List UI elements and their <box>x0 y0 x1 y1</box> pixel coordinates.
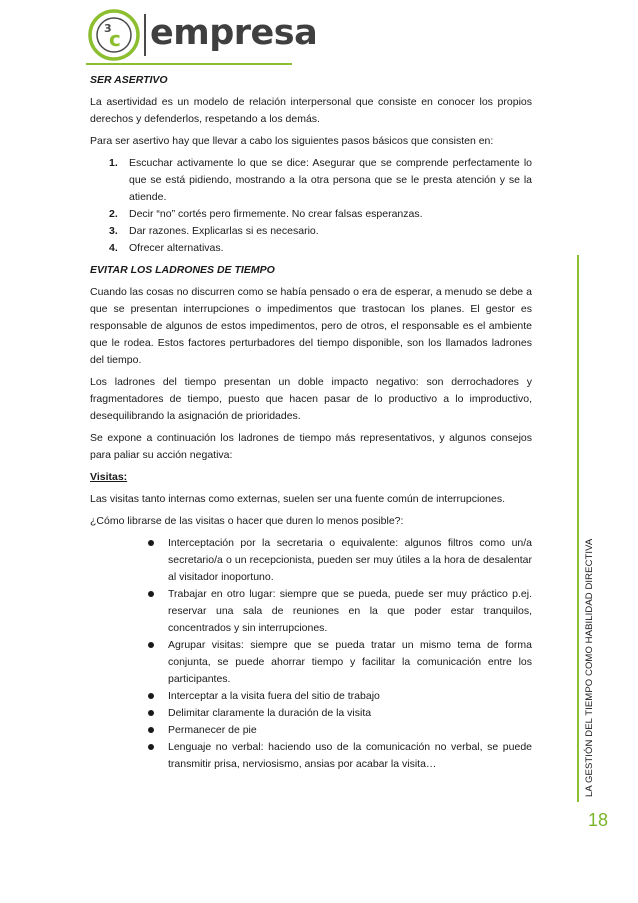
svg-text:3: 3 <box>104 22 112 35</box>
bullet-icon <box>148 540 154 546</box>
bullet-icon <box>148 710 154 716</box>
list-item-text: Decir “no” cortés pero firmemente. No crear falsas esperanzas. <box>129 208 423 220</box>
company-logo <box>86 8 318 62</box>
section-title-ser-asertivo: SER ASERTIVO <box>90 74 168 86</box>
list-item-text: Agrupar visitas: siempre que se pueda tratar un mismo tema de forma conjunta, se puede ahorrar tiempo y facilitar la comunicación entre los participantes. <box>168 639 532 685</box>
steps-list <box>90 155 532 257</box>
bullet-icon <box>148 693 154 699</box>
list-item-text: Lenguaje no verbal: haciendo uso de la comunicación no verbal, se puede transmitir prisa, nerviosismo, ansias por acabar la visita… <box>168 741 532 770</box>
list-item-text: Delimitar claramente la duración de la visita <box>168 707 372 719</box>
list-item-text: Interceptar a la visita fuera del sitio de trabajo <box>168 690 380 702</box>
list-item <box>150 586 532 637</box>
bullet-icon <box>148 642 154 648</box>
list-item-text: Permanecer de pie <box>168 724 257 736</box>
tips-list <box>90 535 532 773</box>
vertical-section-title: LA GESTIÓN DEL TIEMPO COMO HABILIDAD DIRECTIVA <box>584 538 595 797</box>
bullet-icon <box>148 727 154 733</box>
paragraph: Para ser asertivo hay que llevar a cabo los siguientes pasos básicos que consisten en: <box>90 135 494 147</box>
list-item <box>150 739 532 773</box>
list-item <box>109 155 532 206</box>
list-number: 2. <box>109 208 118 220</box>
list-item <box>150 722 532 739</box>
list-number: 3. <box>109 225 118 237</box>
list-item <box>150 688 532 705</box>
paragraph: ¿Cómo librarse de las visitas o hacer que duren lo menos posible?: <box>90 515 404 527</box>
list-item <box>109 240 532 257</box>
list-number: 4. <box>109 242 118 254</box>
paragraph: Las visitas tanto internas como externas, suelen ser una fuente común de interrupciones. <box>90 493 505 505</box>
list-item-text: Ofrecer alternativas. <box>129 242 224 254</box>
paragraph: La asertividad es un modelo de relación interpersonal que consiste en conocer los propios derechos y defenderlos, respetando a los demás. <box>90 96 532 125</box>
paragraph: Cuando las cosas no discurren como se había pensado o era de esperar, a menudo se debe a que se presentan interrupciones o impedimentos que trastocan los planes. El gestor es responsable de algunos de estos impedimentos, pero de otros, el responsable es el ambiente que le rodea. Estos factores perturbadores del tiempo disponible, son los llamados ladrones del tiempo. <box>90 286 532 366</box>
paragraph: Los ladrones del tiempo presentan un doble impacto negativo: son derrochadores y fragmentadores de tiempo, puesto que hacen pasar de lo productivo a lo improductivo, desequilibrando la asignación de prioridades. <box>90 376 532 422</box>
logo-wordmark: empresa <box>150 13 318 53</box>
list-item <box>150 535 532 586</box>
list-item <box>150 637 532 688</box>
list-item <box>109 206 532 223</box>
list-item-text: Interceptación por la secretaria o equivalente: algunos filtros como un/a secretario/a o un recepcionista, pueden ser muy útiles a la hora de desalentar al visitador inoportuno. <box>168 537 532 583</box>
logo-badge-icon <box>86 8 144 62</box>
subsection-title-visitas: Visitas: <box>90 471 128 483</box>
page-number: 18 <box>587 810 609 830</box>
list-item-text: Trabajar en otro lugar: siempre que se pueda, puede ser muy práctico p.ej. reservar una sala de reuniones en la que poder estar tranquilos, concentrados y sin interrupciones. <box>168 588 532 634</box>
bullet-icon <box>148 744 154 750</box>
section-title-ladrones: EVITAR LOS LADRONES DE TIEMPO <box>90 264 275 276</box>
list-number: 1. <box>109 157 118 169</box>
header-accent-line <box>86 63 292 65</box>
bullet-icon <box>148 591 154 597</box>
sidebar-accent-line <box>577 255 579 802</box>
svg-text:c: c <box>109 27 121 51</box>
list-item <box>150 705 532 722</box>
paragraph: Se expone a continuación los ladrones de tiempo más representativos, y algunos consejos para paliar su acción negativa: <box>90 432 532 461</box>
document-body <box>90 72 532 773</box>
list-item <box>109 223 532 240</box>
logo-divider <box>144 14 146 56</box>
list-item-text: Dar razones. Explicarlas si es necesario. <box>129 225 319 237</box>
list-item-text: Escuchar activamente lo que se dice: Asegurar que se comprende perfectamente lo que se está pidiendo, mostrando a la otra persona que se le presta atención y se la atiende. <box>129 157 532 203</box>
